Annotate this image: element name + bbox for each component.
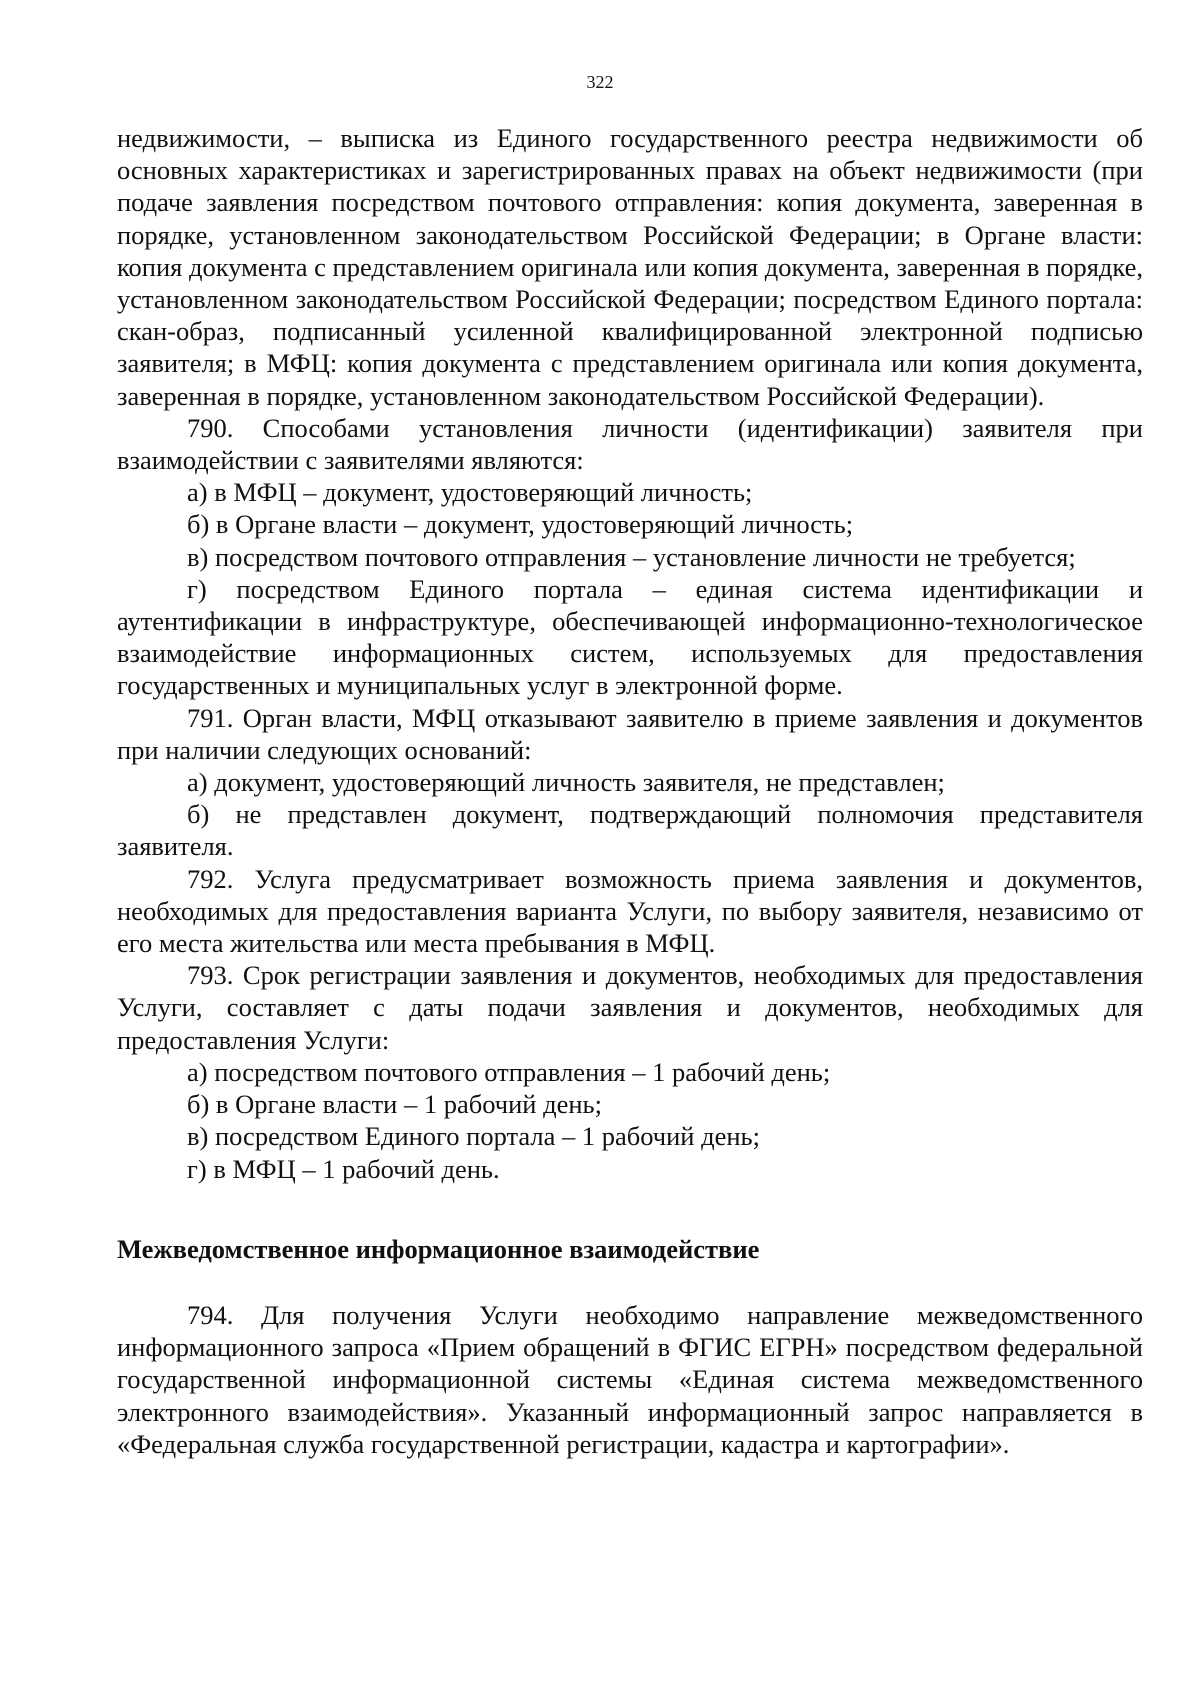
section-heading: Межведомственное информационное взаимодействие <box>117 1233 760 1264</box>
paragraph-791: 791. Орган власти, МФЦ отказывают заявителю в приеме заявления и документов при наличии следующих оснований: <box>117 702 1143 765</box>
list-item-790-a: а) в МФЦ – документ, удостоверяющий личность; <box>187 477 753 508</box>
paragraph-794: 794. Для получения Услуги необходимо направление межведомственного информационного запроса «Прием обращений в ФГИС ЕГРН» посредством федеральной государственной информационной системы «Единая система межведомственного электронного взаимодействия». Указанный информационный запрос направляется в «Федеральная служба государственной регистрации, кадастра и картографии». <box>117 1299 1143 1459</box>
list-item-790-v: в) посредством почтового отправления – установление личности не требуется; <box>187 541 1076 572</box>
paragraph-792: 792. Услуга предусматривает возможность приема заявления и документов, необходимых для предоставления варианта Услуги, по выбору заявителя, независимо от его места жительства или места пребывания в МФЦ. <box>117 863 1143 959</box>
list-item-790-g: г) посредством Единого портала – единая система идентификации и аутентификации в инфраструктуре, обеспечивающей информационно-технологическое взаимодействие информационных систем, используемых для предоставления государственных и муниципальных услуг в электронной форме. <box>117 573 1143 701</box>
list-item-793-v: в) посредством Единого портала – 1 рабочий день; <box>187 1121 760 1152</box>
list-item-793-g: г) в МФЦ – 1 рабочий день. <box>187 1153 500 1184</box>
list-item-791-b: б) не представлен документ, подтверждающий полномочия представителя заявителя. <box>117 799 1143 862</box>
document-body <box>117 122 1143 1460</box>
spacer <box>117 1265 1143 1299</box>
list-item-790-b: б) в Органе власти – документ, удостоверяющий личность; <box>187 509 854 540</box>
list-item-793-b: б) в Органе власти – 1 рабочий день; <box>187 1089 602 1120</box>
spacer <box>117 1185 1143 1233</box>
paragraph-continuation: недвижимости, – выписка из Единого государственного реестра недвижимости об основных характеристиках и зарегистрированных правах на объект недвижимости (при подаче заявления посредством почтового отправления: копия документа, заверенная в порядке, установленном законодательством Российской Федерации; в Органе власти: копия документа с представлением оригинала или копия документа, заверенная в порядке, установленном законодательством Российской Федерации; посредством Единого портала: скан-образ, подписанный усиленной квалифицированной электронной подписью заявителя; в МФЦ: копия документа с представлением оригинала или копия документа, заверенная в порядке, установленном законодательством Российской Федерации). <box>117 123 1143 411</box>
paragraph-790: 790. Способами установления личности (идентификации) заявителя при взаимодействии с заявителями являются: <box>117 412 1143 476</box>
paragraph-793: 793. Срок регистрации заявления и документов, необходимых для предоставления Услуги, составляет с даты подачи заявления и документов, необходимых для предоставления Услуги: <box>117 960 1143 1055</box>
page-number: 322 <box>586 72 614 92</box>
list-item-793-a: а) посредством почтового отправления – 1 рабочий день; <box>187 1056 831 1087</box>
list-item-791-a: а) документ, удостоверяющий личность заявителя, не представлен; <box>187 767 945 798</box>
